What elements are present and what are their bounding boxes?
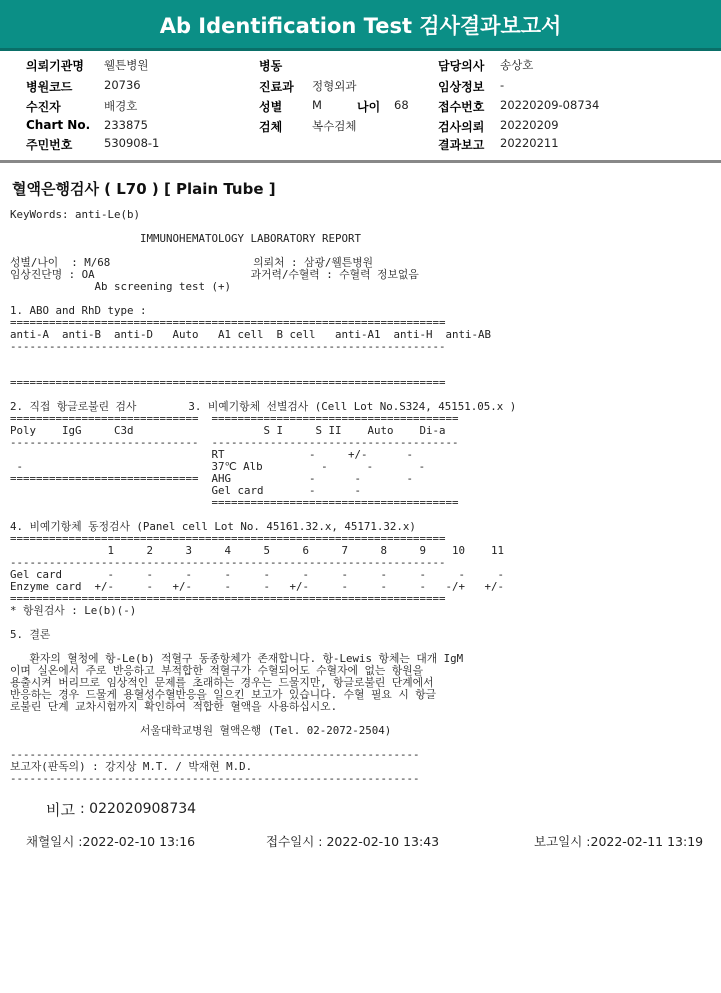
value-request-date: 20220209 bbox=[500, 118, 559, 132]
label-specimen: 검체 bbox=[259, 120, 283, 134]
report-line bbox=[10, 617, 516, 629]
value-hospital-code: 20736 bbox=[104, 78, 141, 92]
report-line: 임상진단명 : OA 과거력/수혈력 : 수혈력 정보없음 bbox=[10, 268, 419, 281]
report-line: Gel card - - - - - - - - - - - bbox=[10, 568, 505, 581]
label-resident-no: 주민번호 bbox=[26, 138, 73, 152]
value-department: 정형외과 bbox=[312, 79, 357, 93]
report-line: ------------------------------------------------------------------- bbox=[10, 340, 446, 353]
value-patient: 배경호 bbox=[104, 99, 138, 113]
report-line: IMMUNOHEMATOLOGY LABORATORY REPORT bbox=[10, 232, 362, 245]
report-line: 1 2 3 4 5 6 7 8 9 10 11 bbox=[10, 544, 505, 557]
report-line: ----------------------------- -------------------------------------- bbox=[10, 436, 459, 449]
label-chart-no: Chart No. bbox=[26, 118, 91, 132]
report-line: 환자의 혈청에 항-Le(b) 적혈구 동종항체가 존재합니다. 항-Lewis 항체는 대개 IgM bbox=[10, 652, 464, 665]
title-bar bbox=[0, 0, 721, 51]
label-clinical-info: 임상정보 bbox=[438, 80, 485, 94]
value-physician: 송상호 bbox=[500, 58, 534, 72]
label-requesting-institution: 의뢰기관명 bbox=[26, 59, 84, 73]
report-line: 보고자(판독의) : 강지상 M.T. / 박재현 M.D. bbox=[10, 760, 253, 773]
report-line: KeyWords: anti-Le(b) bbox=[10, 208, 141, 221]
remark-label: 비고 bbox=[46, 801, 75, 819]
report-line: anti-A anti-B anti-D Auto A1 cell B cell anti-A1 anti-H anti-AB bbox=[10, 328, 492, 341]
report-line: * 항원검사 : Le(b)(-) bbox=[10, 604, 137, 617]
report-line: --------------------------------------------------------------- bbox=[10, 748, 420, 761]
label-request-date: 검사의뢰 bbox=[438, 120, 485, 134]
label-report-date: 결과보고 bbox=[438, 138, 485, 152]
report-line: =================================================================== bbox=[10, 532, 446, 545]
report-line: 로불린 단계 교차시험까지 확인하여 적합한 혈액을 사용하십시오. bbox=[10, 700, 338, 713]
report-line: 이며 실온에서 주로 반응하고 부적합한 적혈구가 수혈되어도 수혈자에 없는 항원을 bbox=[10, 664, 424, 677]
value-age: 68 bbox=[394, 98, 409, 112]
collection-datetime: 채혈일시 :2022-02-10 13:16 bbox=[26, 834, 196, 849]
report-line: =================================================================== bbox=[10, 316, 446, 329]
received-datetime: 접수일시 : 2022-02-10 13:43 bbox=[266, 834, 440, 849]
label-hospital-code: 병원코드 bbox=[26, 80, 73, 94]
label-physician: 담당의사 bbox=[438, 59, 485, 73]
label-ward: 병동 bbox=[259, 59, 283, 73]
value-sex: M bbox=[312, 98, 322, 112]
label-accession-no: 접수번호 bbox=[438, 100, 485, 114]
report-line: Enzyme card +/- - +/- - - +/- - - - -/+ +/- bbox=[10, 580, 505, 593]
label-sex: 성별 bbox=[259, 100, 283, 114]
value-report-date: 20220211 bbox=[500, 136, 559, 150]
report-line: ============================= ====================================== bbox=[10, 412, 459, 425]
section-title: 혈액은행검사 ( L70 ) [ Plain Tube ] bbox=[12, 180, 276, 198]
report-line: - 37℃ Alb - - - bbox=[10, 460, 426, 473]
report-line: 2. 직접 항글로불린 검사 3. 비예기항체 선별검사 (Cell Lot No.S324, 45151.05.x ) bbox=[10, 400, 517, 413]
report-line: 1. ABO and RhD type : bbox=[10, 304, 147, 317]
report-line: 4. 비예기항체 동정검사 (Panel cell Lot No. 45161.32.x, 45171.32.x) bbox=[10, 520, 416, 533]
report-line: ------------------------------------------------------------------- bbox=[10, 556, 446, 569]
value-accession-no: 20220209-08734 bbox=[500, 98, 600, 112]
report-line: 5. 결론 bbox=[10, 628, 51, 641]
report-line: Poly IgG C3d S I S II Auto Di-a bbox=[10, 424, 446, 437]
report-line: 반응하는 경우 드물게 용혈성수혈반응을 일으킨 보고가 있습니다. 수혈 필요 시 항글 bbox=[10, 688, 437, 701]
report-line: 용출시켜 버리므로 임상적인 문제를 초래하는 경우는 드물지만, 항글로불린 단계에서 bbox=[10, 676, 434, 689]
report-line: RT - +/- - bbox=[10, 448, 414, 461]
report-line: ====================================== bbox=[10, 496, 459, 509]
value-clinical-info: - bbox=[500, 78, 505, 92]
report-line: Ab screening test (+) bbox=[10, 280, 232, 293]
label-age: 나이 bbox=[357, 100, 381, 114]
remark-value: : 022020908734 bbox=[80, 801, 197, 817]
report-line: 성별/나이 : M/68 의뢰처 : 삼광/웰튼병원 bbox=[10, 256, 374, 269]
label-patient: 수진자 bbox=[26, 100, 61, 114]
report-line: 서울대학교병원 혈액은행 (Tel. 02-2072-2504) bbox=[10, 724, 392, 737]
value-requesting-institution: 웰튼병원 bbox=[104, 58, 149, 72]
report-line: =================================================================== bbox=[10, 592, 446, 605]
value-resident-no: 530908-1 bbox=[104, 136, 160, 150]
report-line: Gel card - - bbox=[10, 484, 362, 497]
value-specimen: 복수검체 bbox=[312, 119, 357, 133]
reported-datetime: 보고일시 :2022-02-11 13:19 bbox=[534, 834, 704, 849]
report-line: ============================= AHG - - - bbox=[10, 472, 414, 485]
report-line: --------------------------------------------------------------- bbox=[10, 772, 420, 785]
report-line: =================================================================== bbox=[10, 376, 446, 389]
label-department: 진료과 bbox=[259, 80, 294, 94]
lab-report-body bbox=[10, 209, 516, 785]
report-line bbox=[10, 353, 516, 365]
patient-info-header bbox=[0, 50, 721, 163]
value-chart-no: 233875 bbox=[104, 118, 148, 132]
report-title: Ab Identification Test 검사결과보고서 bbox=[159, 14, 562, 38]
